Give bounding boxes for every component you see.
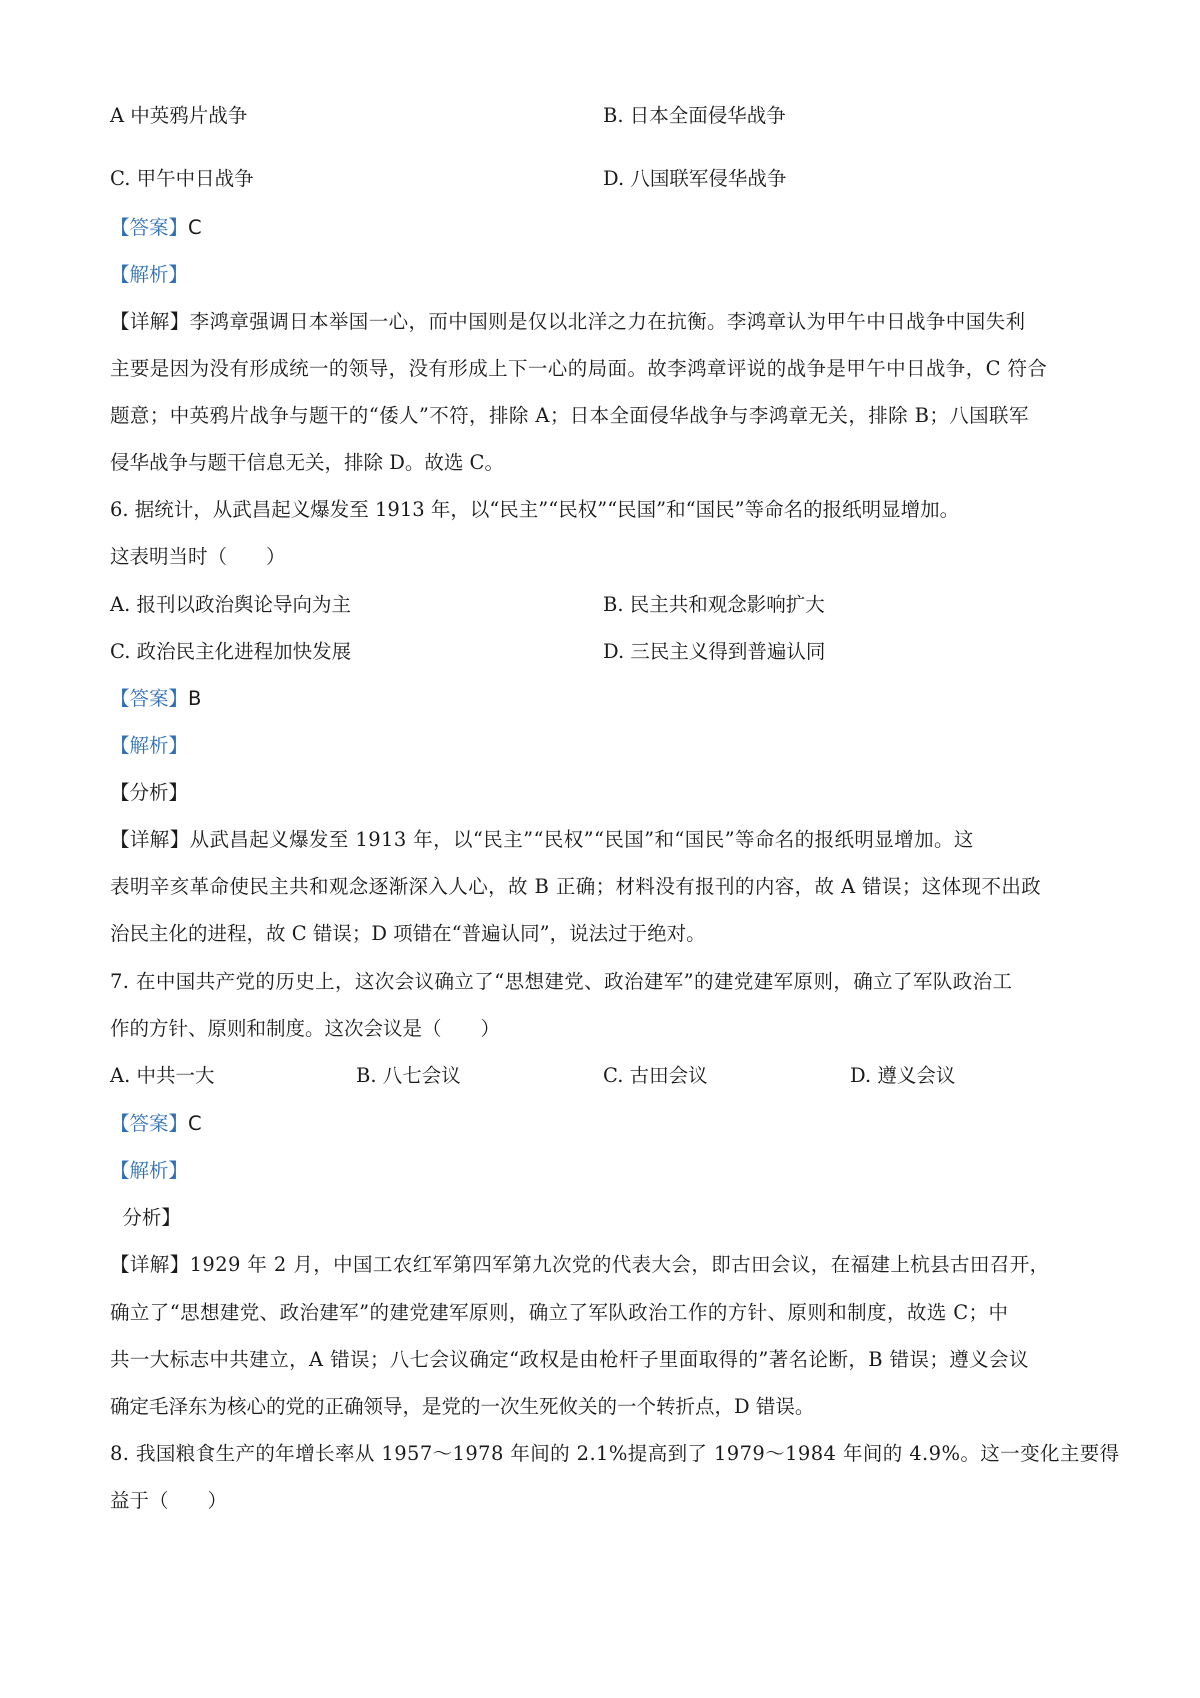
- answer-label: 【答案】: [110, 1112, 189, 1135]
- q7-option-c: C. 古田会议: [603, 1064, 708, 1087]
- q7-option-b: B. 八七会议: [356, 1064, 461, 1087]
- q5-analysis-label: 【解析】: [110, 263, 189, 286]
- q5-detail-line: 主要是因为没有形成统一的领导，没有形成上下一心的局面。故李鸿章评说的战争是甲午中日战争，C 符合: [110, 357, 1048, 380]
- q6-option-d: D. 三民主义得到普遍认同: [603, 640, 826, 663]
- q8-stem-line: 8. 我国粮食生产的年增长率从 1957～1978 年间的 2.1%提高到了 1979～1984 年间的 4.9%。这一变化主要得: [110, 1442, 1120, 1465]
- q5-option-d: D. 八国联军侵华战争: [603, 167, 787, 190]
- q5-option-a: A 中英鸦片战争: [110, 104, 248, 127]
- q5-answer: [110, 215, 1100, 241]
- q5-option-c: C. 甲午中日战争: [110, 167, 254, 190]
- q7-answer: [110, 1111, 1100, 1137]
- q6-stem-line: 6. 据统计，从武昌起义爆发至 1913 年，以“民主”“民权”“民国”和“国民”等命名的报纸明显增加。: [110, 498, 960, 521]
- q6-option-c: C. 政治民主化进程加快发展: [110, 640, 352, 663]
- q6-detail-line: 表明辛亥革命使民主共和观念逐渐深入人心，故 B 正确；材料没有报刊的内容，故 A 错误；这体现不出政: [110, 875, 1042, 898]
- answer-value: C: [188, 1112, 202, 1135]
- q5-detail-line: 侵华战争与题干信息无关，排除 D。故选 C。: [110, 451, 504, 474]
- q7-detail-line: 确定毛泽东为核心的党的正确领导，是党的一次生死攸关的一个转折点，D 错误。: [110, 1395, 815, 1418]
- q7-detail-line: 确立了“思想建党、政治建军”的建党建军原则，确立了军队政治工作的方针、原则和制度，故选 C；中: [110, 1301, 1009, 1324]
- q6-detail-line: 治民主化的进程，故 C 错误；D 项错在“普遍认同”，说法过于绝对。: [110, 922, 706, 945]
- q6-detail-line: 【详解】从武昌起义爆发至 1913 年，以“民主”“民权”“民国”和“国民”等命名的报纸明显增加。这: [110, 828, 974, 851]
- q7-detail-line: 【详解】1929 年 2 月，中国工农红军第四军第九次党的代表大会，即古田会议，在福建上杭县古田召开，: [110, 1253, 1050, 1276]
- q6-answer: [110, 686, 1100, 712]
- q6-option-a: A. 报刊以政治舆论导向为主: [110, 593, 351, 616]
- answer-value: C: [188, 216, 202, 239]
- q5-option-b: B. 日本全面侵华战争: [603, 104, 786, 127]
- q7-detail-line: 共一大标志中共建立，A 错误；八七会议确定“政权是由枪杆子里面取得的”著名论断，B 错误；遵义会议: [110, 1348, 1029, 1371]
- answer-label: 【答案】: [110, 687, 189, 710]
- q6-stem-line: 这表明当时（ ）: [110, 545, 286, 568]
- q7-option-a: A. 中共一大: [110, 1064, 215, 1087]
- q6-analysis-label: 【解析】: [110, 734, 189, 757]
- q5-detail-line: 题意；中英鸦片战争与题干的“倭人”不符，排除 A；日本全面侵华战争与李鸿章无关，排除 B；八国联军: [110, 404, 1029, 427]
- q6-fenxi-label: 【分析】: [110, 781, 189, 804]
- q7-fenxi-label: 分析】: [110, 1206, 181, 1229]
- answer-label: 【答案】: [110, 216, 189, 239]
- q7-stem-line: 7. 在中国共产党的历史上，这次会议确立了“思想建党、政治建军”的建党建军原则，确立了军队政治工: [110, 970, 1013, 993]
- answer-value: B: [188, 687, 202, 710]
- q5-detail-line: 【详解】李鸿章强调日本举国一心，而中国则是仅以北洋之力在抗衡。李鸿章认为甲午中日战争中国失利: [110, 310, 1026, 333]
- q7-option-d: D. 遵义会议: [850, 1064, 956, 1087]
- q7-stem-line: 作的方针、原则和制度。这次会议是（ ）: [110, 1017, 501, 1040]
- q8-stem-line: 益于（ ）: [110, 1489, 228, 1512]
- q6-option-b: B. 民主共和观念影响扩大: [603, 593, 825, 616]
- q7-analysis-label: 【解析】: [110, 1159, 189, 1182]
